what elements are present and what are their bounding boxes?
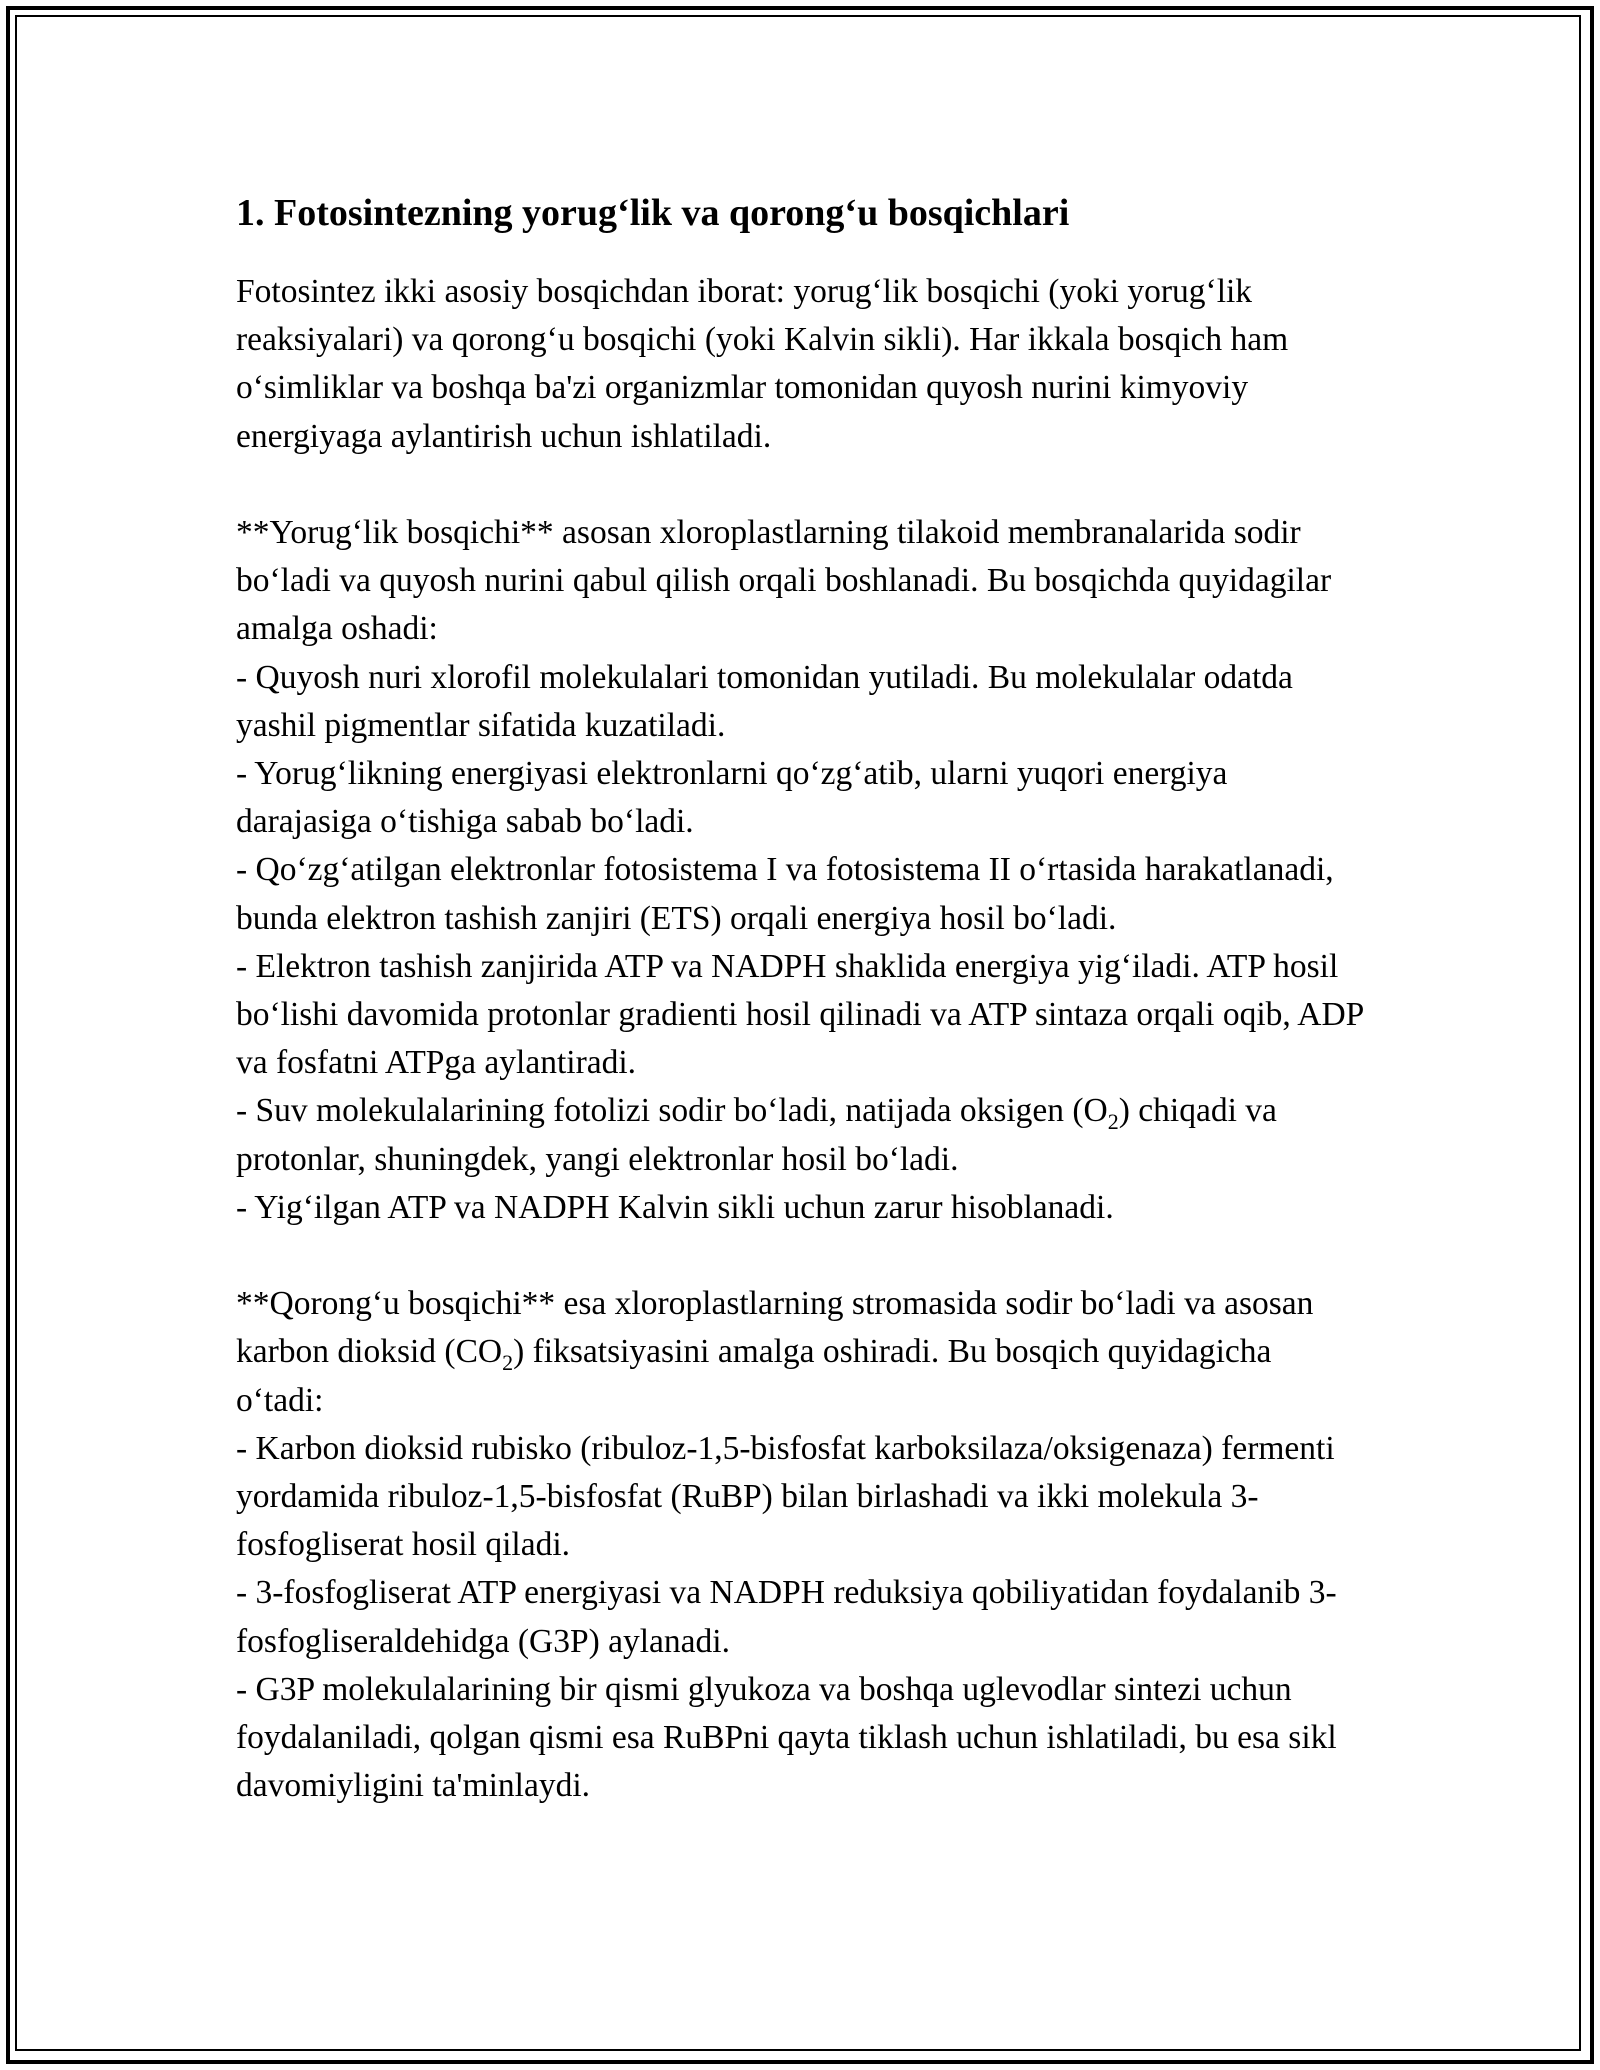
subscript: 2 — [1107, 1109, 1119, 1135]
intro-text: ) fiksatsiyasini amalga oshiradi. Bu bosqich quyidagicha o‘tadi: — [236, 1333, 1272, 1419]
light-stage-item: - Yorug‘likning energiyasi elektronlarni qo‘zg‘atib, ularni yuqori energiya darajasiga o‘tishiga sabab bo‘ladi. — [236, 755, 1228, 841]
intro-text: **Qorong‘u bosqichi** esa xloroplastlarning stromasida sodir bo‘ladi va asosan karbon dioksid (CO — [236, 1285, 1314, 1371]
dark-stage-intro — [236, 1280, 1366, 1425]
dark-stage-item: - Karbon dioksid rubisko (ribuloz-1,5-bisfosfat karboksilaza/oksigenaza) fermenti yordamida ribuloz-1,5-bisfosfat (RuBP) bilan birlashadi va ikki molekula 3-fosfogliserat hosil qiladi. — [236, 1429, 1335, 1564]
paragraph-spacer — [236, 1232, 1366, 1280]
subscript: 2 — [502, 1350, 514, 1376]
section-title: 1. Fotosintezning yorug‘lik va qorong‘u bosqichlari — [236, 192, 1070, 234]
document-body — [236, 186, 1366, 1810]
light-stage-intro: **Yorug‘lik bosqichi** asosan xloroplastlarning tilakoid membranalarida sodir bo‘ladi va quyosh nurini qabul qilish orqali boshlanadi. Bu bosqichda quyidagilar amalga oshadi: — [236, 514, 1332, 648]
dark-stage-section — [236, 1280, 1366, 1810]
light-stage-item: - Yig‘ilgan ATP va NADPH Kalvin sikli uchun zarur hisoblanadi. — [236, 1188, 1114, 1226]
light-stage-item: - Qo‘zg‘atilgan elektronlar fotosistema I va fotosistema II o‘rtasida harakatlanadi, bunda elektron tashish zanjiri (ETS) orqali energiya hosil bo‘ladi. — [236, 851, 1334, 937]
light-stage-item: - Quyosh nuri xlorofil molekulalari tomonidan yutiladi. Bu molekulalar odatda yashil pigmentlar sifatida kuzatiladi. — [236, 658, 1293, 744]
dark-stage-item: - 3-fosfogliserat ATP energiyasi va NADPH reduksiya qobiliyatidan foydalanib 3-fosfogliseraldehidga (G3P) aylanadi. — [236, 1574, 1337, 1660]
item-text: - Suv molekulalarining fotolizi sodir bo‘ladi, natijada oksigen (O — [236, 1092, 1108, 1130]
light-stage-section — [236, 509, 1366, 1232]
paragraph-spacer — [236, 461, 1366, 509]
dark-stage-item: - G3P molekulalarining bir qismi glyukoza va boshqa uglevodlar sintezi uchun foydalaniladi, qolgan qismi esa RuBPni qayta tiklash uchun ishlatiladi, bu esa sikl davomiyligini ta'minlaydi. — [236, 1670, 1337, 1805]
intro-paragraph: Fotosintez ikki asosiy bosqichdan iborat: yorug‘lik bosqichi (yoki yorug‘lik reaksiyalari) va qorong‘u bosqichi (yoki Kalvin sikli). Har ikkala bosqich ham o‘simliklar va boshqa ba'zi organizmlar tomonidan quyosh nurini kimyoviy energiyaga aylantirish uchun ishlatiladi. — [236, 273, 1289, 455]
light-stage-item: - Elektron tashish zanjirida ATP va NADPH shaklida energiya yig‘iladi. ATP hosil bo‘lishi davomida protonlar gradienti hosil qilinadi va ATP sintaza orqali oqib, ADP va fosfatni ATPga aylantiradi. — [236, 947, 1364, 1082]
item-text: ) chiqadi va protonlar, shuningdek, yangi elektronlar hosil bo‘ladi. — [236, 1092, 1277, 1178]
light-stage-item — [236, 1087, 1366, 1183]
